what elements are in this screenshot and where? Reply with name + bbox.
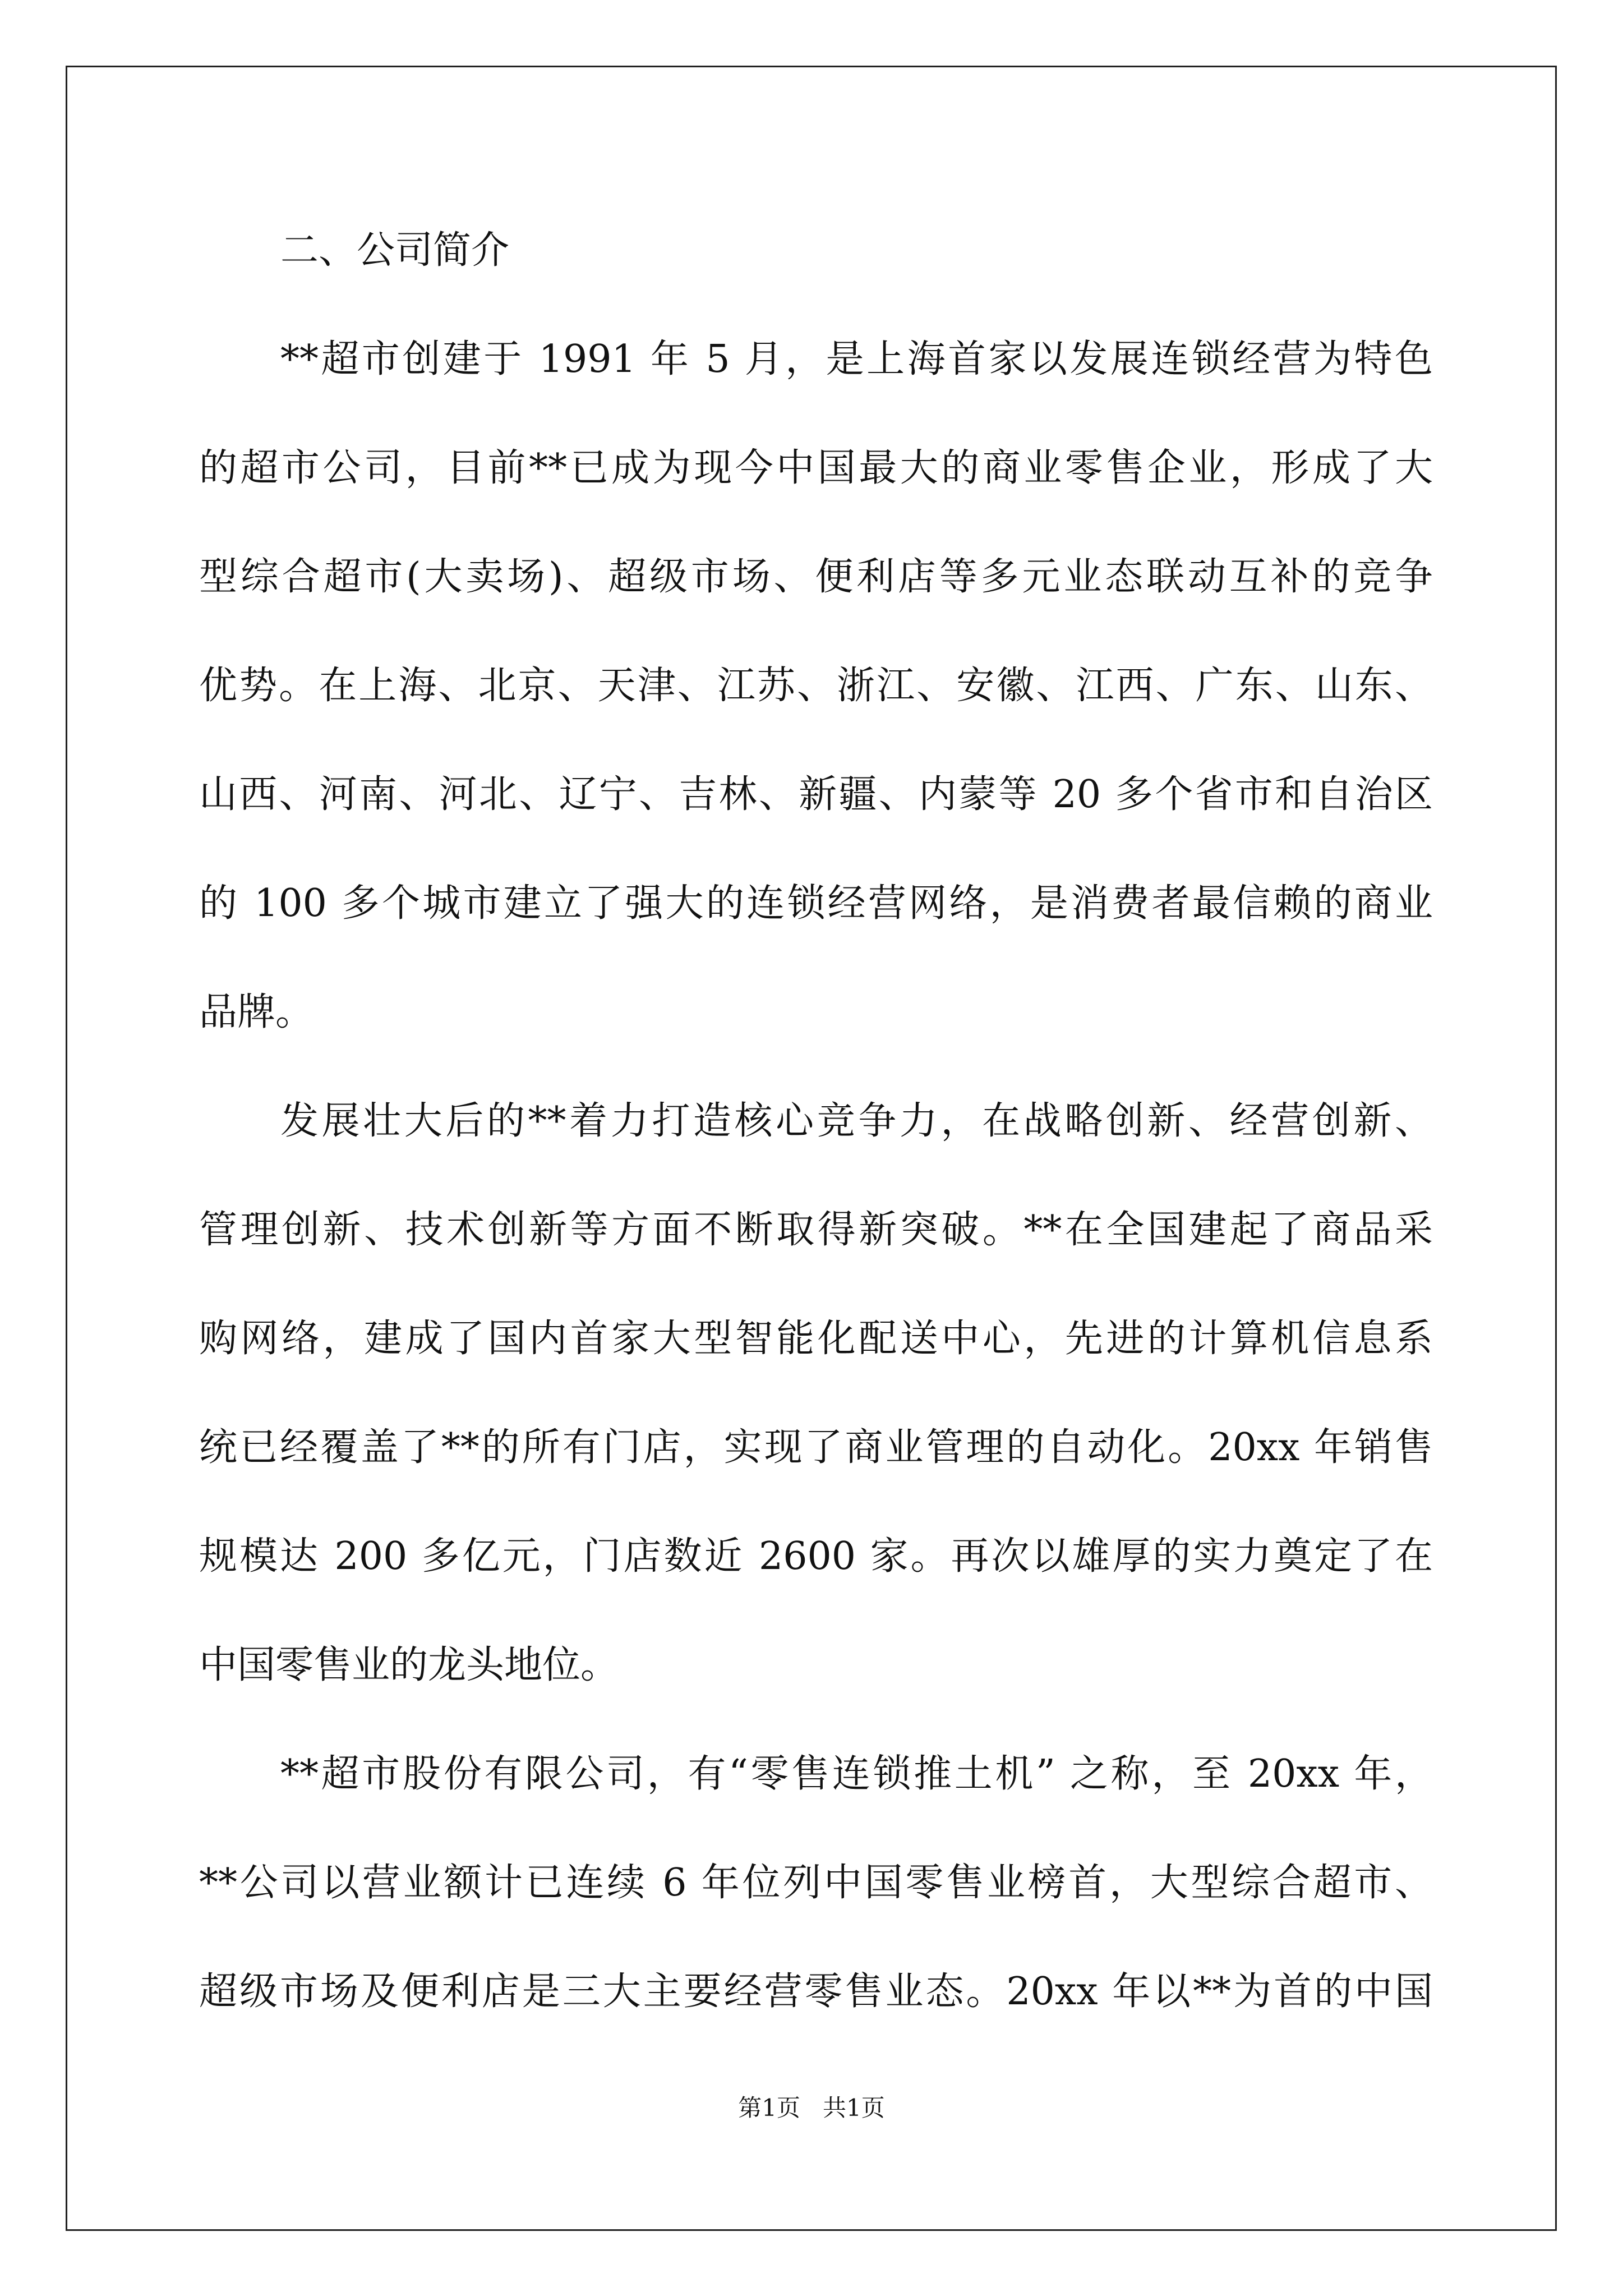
paragraph-line: 的 100 多个城市建立了强大的连锁经营网络，是消费者最信赖的商业 [199, 881, 1433, 926]
paragraph-line: 山西、河南、河北、辽宁、吉林、新疆、内蒙等 20 多个省市和自治区 [199, 772, 1433, 817]
paragraph-line: **超市创建于 1991 年 5 月，是上海首家以发展连锁经营为特色 [280, 337, 1433, 381]
paragraph-line: 的超市公司，目前**已成为现今中国最大的商业零售企业，形成了大 [199, 446, 1433, 490]
paragraph-line: 优势。在上海、北京、天津、江苏、浙江、安徽、江西、广东、山东、 [199, 664, 1433, 708]
paragraph-line: 品牌。 [199, 990, 314, 1034]
page-total: 共1页 [823, 2094, 885, 2122]
document-body [199, 196, 1433, 2046]
section-heading: 二、公司简介 [280, 228, 510, 273]
paragraph-line: 购网络，建成了国内首家大型智能化配送中心，先进的计算机信息系 [199, 1317, 1433, 1361]
paragraph-line: 管理创新、技术创新等方面不断取得新突破。**在全国建起了商品采 [199, 1208, 1433, 1252]
paragraph-line: 统已经覆盖了**的所有门店，实现了商业管理的自动化。20xx 年销售 [199, 1425, 1433, 1470]
paragraph-line: 型综合超市(大卖场)、超级市场、便利店等多元业态联动互补的竞争 [199, 555, 1433, 599]
page-number: 第1页 [738, 2094, 800, 2122]
paragraph-line: 超级市场及便利店是三大主要经营零售业态。20xx 年以**为首的中国 [199, 1970, 1433, 2014]
page-footer [0, 2090, 1623, 2123]
paragraph-line: 中国零售业的龙头地位。 [199, 1643, 619, 1687]
paragraph-line: **公司以营业额计已连续 6 年位列中国零售业榜首，大型综合超市、 [199, 1861, 1433, 1905]
paragraph-line: 规模达 200 多亿元，门店数近 2600 家。再次以雄厚的实力奠定了在 [199, 1534, 1433, 1579]
paragraph-line: **超市股份有限公司，有“零售连锁推土机” 之称，至 20xx 年， [280, 1752, 1433, 1796]
paragraph-line: 发展壮大后的**着力打造核心竞争力，在战略创新、经营创新、 [280, 1099, 1433, 1143]
